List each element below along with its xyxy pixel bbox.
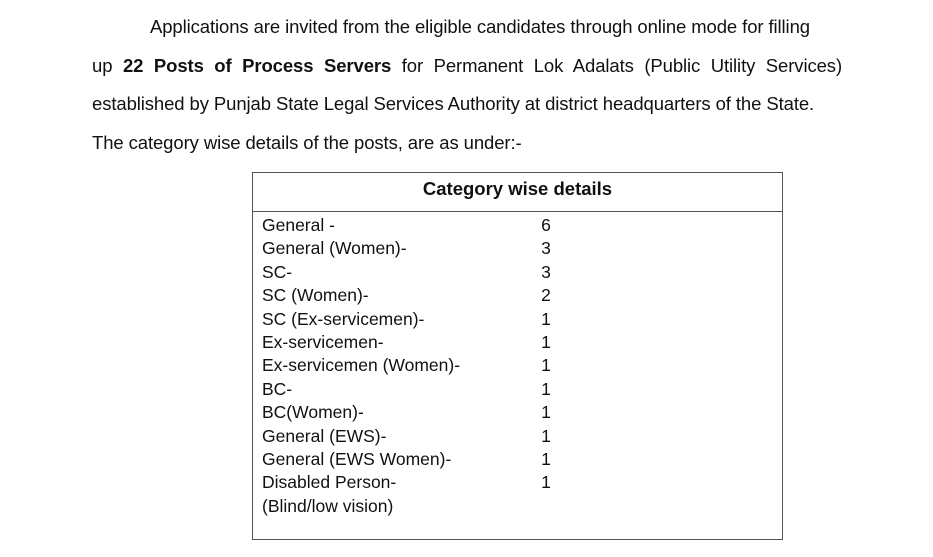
row-count: 1: [541, 402, 551, 423]
table-row: [262, 308, 772, 331]
notice-line-4: The category wise details of the posts, are as under:-: [92, 131, 522, 153]
notice-line-1: Applications are invited from the eligible candidates through online mode for filling: [150, 16, 810, 37]
row-count: 1: [541, 448, 551, 469]
row-category: SC-: [262, 261, 293, 282]
row-category: Ex-servicemen (Women)-: [262, 355, 461, 376]
row-count: 1: [541, 331, 551, 352]
table-row-continuation: [262, 495, 772, 518]
category-table: [252, 172, 783, 540]
row-category: Ex-servicemen-: [262, 331, 384, 352]
row-count: 6: [541, 215, 551, 235]
row-count: 2: [541, 285, 551, 306]
row-category: BC(Women)-: [262, 402, 364, 423]
row-count: 1: [541, 308, 551, 329]
notice-line-2-prefix: up: [92, 54, 113, 76]
table-row: [262, 401, 772, 424]
table-row: [262, 237, 772, 260]
notice-paragraph: [92, 8, 842, 162]
row-count: 1: [541, 472, 551, 493]
row-category: General (EWS Women)-: [262, 448, 452, 469]
row-count: 1: [541, 378, 551, 399]
row-count: 1: [541, 425, 551, 446]
posts-count-bold: 22 Posts of Process Servers: [122, 54, 392, 76]
table-row: [262, 214, 772, 237]
table-row: [262, 378, 772, 401]
notice-line-3: established by Punjab State Legal Services Authority at district headquarters of the State.: [92, 93, 815, 114]
row-category: General (EWS)-: [262, 425, 387, 446]
row-category: Disabled Person-: [262, 472, 397, 493]
row-category: SC (Women)-: [262, 285, 369, 306]
notice-line-2: [92, 47, 842, 86]
table-row: [262, 261, 772, 284]
table-rows: [262, 214, 772, 518]
row-category-continuation: (Blind/low vision): [262, 495, 394, 516]
row-category: SC (Ex-servicemen)-: [262, 308, 425, 329]
row-count: 1: [541, 355, 551, 376]
row-category: General (Women)-: [262, 238, 407, 259]
table-row: [262, 425, 772, 448]
row-category: BC-: [262, 378, 293, 399]
table-row: [262, 354, 772, 377]
notice-line-2-suffix: for Permanent Lok Adalats (Public Utility Services): [401, 54, 843, 76]
table-row: [262, 284, 772, 307]
table-row: [262, 471, 772, 494]
row-count: 3: [541, 261, 551, 282]
table-row: [262, 448, 772, 471]
table-header: Category wise details: [253, 173, 782, 212]
row-category: General -: [262, 215, 335, 235]
table-row: [262, 331, 772, 354]
row-count: 3: [541, 238, 551, 259]
